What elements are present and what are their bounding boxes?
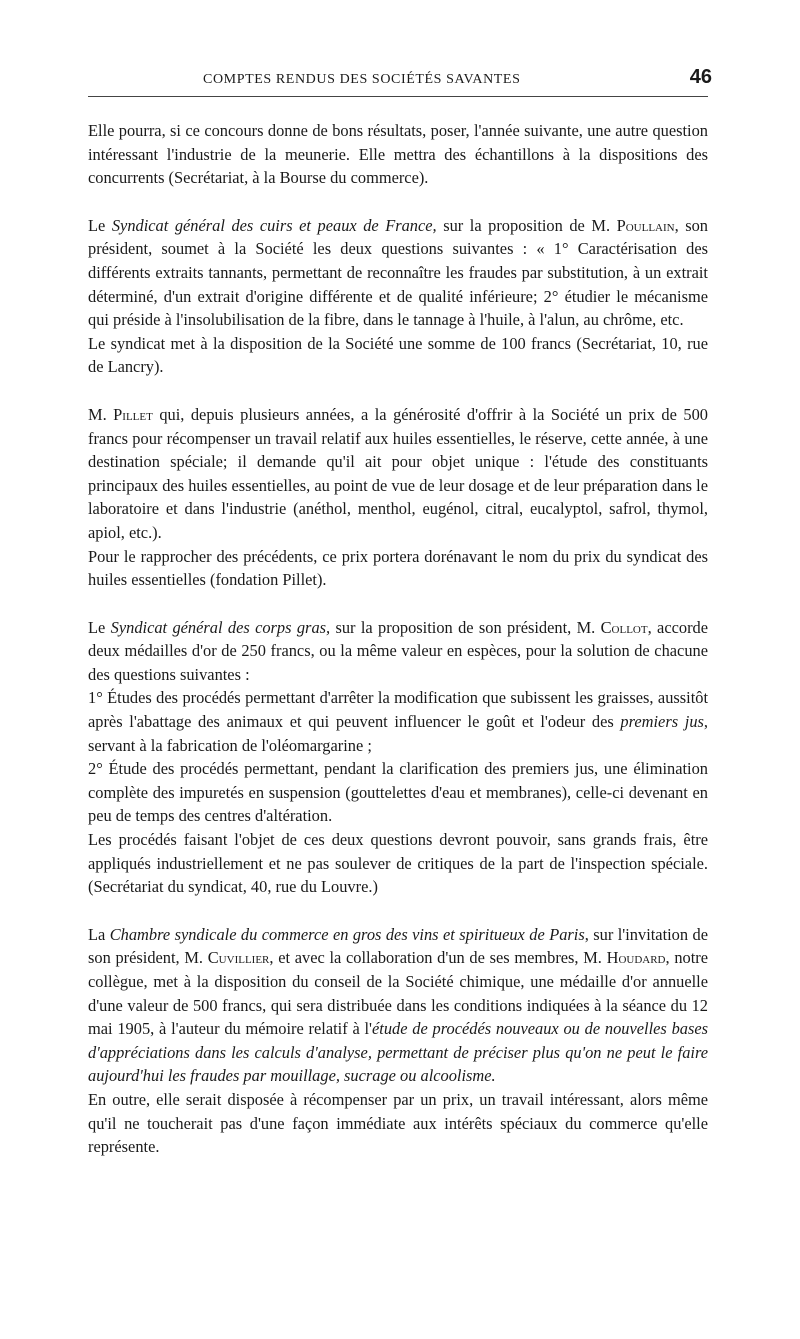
- question-1: 1° Études des procédés permettant d'arrêter la modification que subissent les graisses, aussitôt après l'abattage des animaux et qui peuvent influencer le goût et l'odeur des premiers jus, servant à la fabrication de l'oléomargarine ;: [88, 688, 709, 755]
- paragraph-cuirs: Le Syndicat général des cuirs et peaux de France, sur la proposition de M. Poullain, son président, soumet à la Société les deux questions suivantes : « 1° Caractérisation des différents extraits tannants, permettant de reconnaître les fraudes par substitution, à un extrait déterminé, d'un extrait d'origine différente et de qualité inférieure; 2° étudier le mécanisme qui préside à l'insolubilisation de la fibre, dans le tannage à l'huile, à l'alun, au chrôme, etc.: [88, 215, 709, 330]
- page-number: 46: [689, 66, 712, 88]
- memoire-subject: étude de procédés nouveaux ou de nouvelles bases d'appréciations dans les calculs d'analyse, permettant de préciser plus qu'on ne peut le faire aujourd'hui les fraudes par mouillage, sucrage ou alcoolisme.: [88, 1019, 708, 1086]
- question-2: 2° Étude des procédés permettant, pendant la clarification des premiers jus, une élimination complète des impuretés en suspension (gouttelettes d'eau et membranes), celle-ci devenant en peu de temps des centres d'altération.: [88, 759, 708, 826]
- page-header: [88, 66, 712, 96]
- header-rule: [88, 96, 708, 97]
- document-page: [88, 66, 712, 1159]
- syndicate-name-cuirs: Syndicat général des cuirs et peaux de France,: [111, 215, 437, 235]
- person-collot: Collot: [600, 617, 648, 637]
- person-houdard: Houdard: [606, 948, 666, 968]
- paragraph-cuirs-prize: Le syndicat met à la disposition de la Société une somme de 100 francs (Secrétariat, 10, rue de Lancry).: [88, 333, 708, 377]
- person-cuvillier: Cuvillier: [207, 948, 270, 968]
- paragraph-conditions: Les procédés faisant l'objet de ces deux questions devront pouvoir, sans grands frais, être appliqués industriellement et ne pas soulever de critiques de la part de l'inspection spéciale. (Secrétariat du syndicat, 40, rue du Louvre.): [88, 830, 708, 897]
- person-poullain: Poullain: [616, 215, 675, 235]
- paragraph-pillet-name: Pour le rapprocher des précédents, ce prix portera dorénavant le nom du prix du syndicat des huiles essentielles (fondation Pillet).: [88, 546, 708, 590]
- chambre-name: Chambre syndicale du commerce en gros des vins et spiritueux de Paris: [109, 924, 585, 944]
- person-pillet: Pillet: [113, 404, 153, 424]
- paragraph-vins: La Chambre syndicale du commerce en gros des vins et spiritueux de Paris, sur l'invitation de son président, M. Cuvillier, et avec la collaboration d'un de ses membres, M. Houdard, notre collègue, met à la disposition du conseil de la Société chimique, une médaille d'or annuelle d'une valeur de 500 francs, qui sera distribuée dans les conditions indiquées à la séance du 12 mai 1905, à l'auteur du mémoire relatif à l'étude de procédés nouveaux ou de nouvelles bases d'appréciations dans les calculs d'analyse, permettant de préciser plus qu'on ne peut le faire aujourd'hui les fraudes par mouillage, sucrage ou alcoolisme.: [88, 924, 708, 1086]
- premiers-jus: premiers jus: [620, 712, 704, 732]
- paragraph-meunerie: Elle pourra, si ce concours donne de bons résultats, poser, l'année suivante, une autre question intéressant l'industrie de la meunerie. Elle mettra des échantillons à la dispositions des concurrents (Secrétariat, à la Bourse du commerce).: [88, 121, 708, 188]
- syndicate-name-corps-gras: Syndicat général des corps gras,: [110, 617, 331, 637]
- paragraph-corps-gras: Le Syndicat général des corps gras, sur la proposition de son président, M. Collot, accorde deux médailles d'or de 250 francs, ou la même valeur en espèces, pour la solution de chacune des questions suivantes :: [88, 617, 708, 684]
- paragraph-pillet: M. Pillet qui, depuis plusieurs années, a la générosité d'offrir à la Société un prix de 500 francs pour récompenser un travail relatif aux huiles essentielles, le réserve, cette année, à une destination spéciale; il demande qu'il ait pour objet unique : l'étude des constituants principaux des huiles essentielles, au point de vue de leur dosage et de leur préparation dans le laboratoire et dans l'industrie (anéthol, menthol, eugénol, citral, eucalyptol, safrol, thymol, apiol, etc.).: [88, 404, 708, 542]
- running-title: COMPTES RENDUS DES SOCIÉTÉS SAVANTES: [203, 72, 521, 87]
- paragraph-en-outre: En outre, elle serait disposée à récompenser par un prix, un travail intéressant, alors même qu'il ne toucherait pas d'une façon immédiate aux intérêts spéciaux du commerce qu'elle représente.: [88, 1089, 708, 1157]
